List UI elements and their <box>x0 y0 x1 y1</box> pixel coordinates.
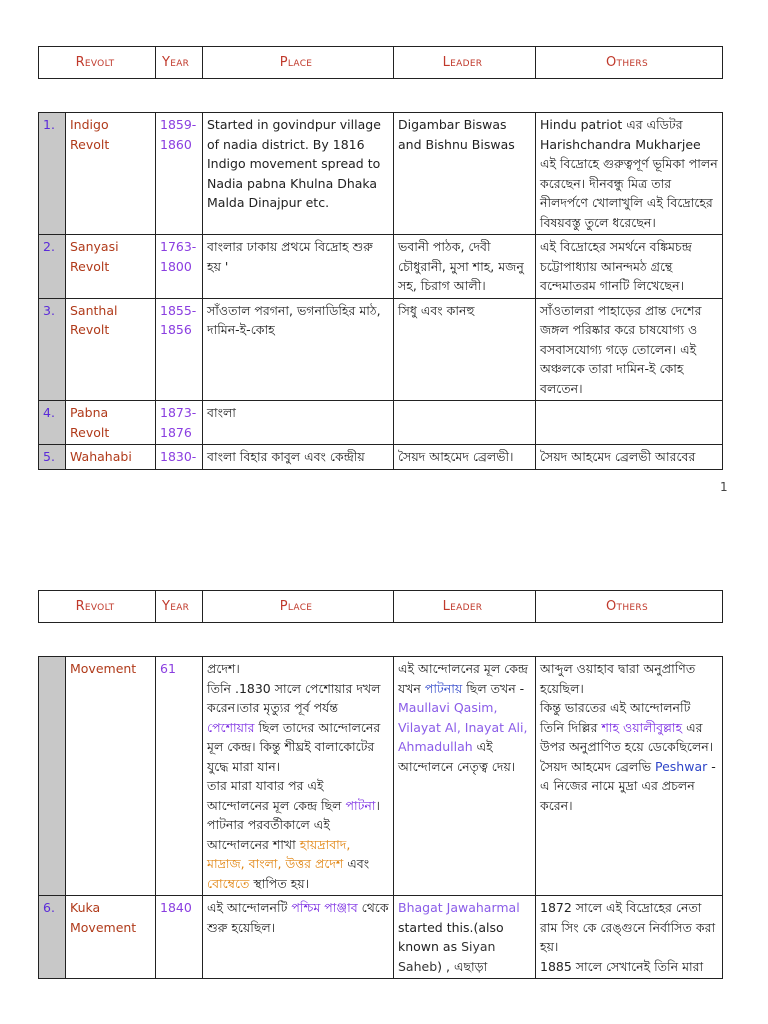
revolt-name: Kuka Movement <box>66 896 156 979</box>
text-span: - এ নিজের নামে মুদ্রা এর প্রচলন করেন। <box>540 758 716 813</box>
row-number: 1. <box>39 113 66 235</box>
text-span: পেশোয়ার <box>207 719 255 735</box>
header-leader: Leader <box>394 47 536 79</box>
text-span: পশ্চিম পাঞ্জাব <box>291 900 358 915</box>
revolt-others: সাঁওতালরা পাহাড়ের প্রান্ত দেশের জঙ্গল পরিষ্কার করে চাষযোগ্য ও বসবাসযোগ্য গড়ে তোলেন। এই অঞ্চলকে তারা দামিন-ই কোহ বলতেন। <box>536 298 723 401</box>
revolt-place: Started in govindpur village of nadia district. By 1816 Indigo movement spread to Nadia pabna Khulna Dhaka Malda Dinajpur etc. <box>203 113 394 235</box>
row-number: 2. <box>39 235 66 299</box>
revolt-leader <box>394 657 536 896</box>
text-span: পাটনা <box>345 797 376 813</box>
revolt-name: Movement <box>66 657 156 896</box>
text-span: থেকে শুরু হয়েছিল। <box>207 900 389 935</box>
page1-body-table <box>38 112 723 470</box>
row-number: 6. <box>39 896 66 979</box>
text-span: started this.(also known as <box>398 919 504 954</box>
page2-body-table <box>38 656 723 979</box>
revolt-year: 1873- 1876 <box>156 401 203 445</box>
table-row <box>39 113 723 235</box>
header-others: Others <box>536 591 723 623</box>
header-place: Place <box>203 47 394 79</box>
header-revolt: Revolt <box>39 47 156 79</box>
revolt-year: 1763- 1800 <box>156 235 203 299</box>
text-span: হায়দ্রাবাদ, মাদ্রাজ, বাংলা, উত্তর প্রদেশ <box>207 836 351 871</box>
revolt-leader: সিধু এবং কানহু <box>394 298 536 401</box>
text-span: Maullavi Qasim, Vilayat Al, Inayat Ali, Ahmadullah <box>398 700 528 754</box>
table-row <box>39 896 723 979</box>
revolt-leader <box>394 896 536 979</box>
revolt-year: 1840 <box>156 896 203 979</box>
text-span: । পাটনার পরবর্তীকালে এই আন্দোলনের শাখা <box>207 797 380 852</box>
page-number: 1 <box>720 480 728 494</box>
revolt-place <box>203 896 394 979</box>
revolt-year: 61 <box>156 657 203 896</box>
revolt-year: 1859- 1860 <box>156 113 203 235</box>
header-others: Others <box>536 47 723 79</box>
text-span: এবং <box>343 856 370 871</box>
text-span: প্রদেশ। তিনি .1830 সালে পেশোয়ার দখল করেন।তার মৃত্যুর পূর্ব পর্যন্ত <box>207 661 381 715</box>
revolt-others: সৈয়দ আহমেদ ব্রেলভী আরবের <box>536 445 723 470</box>
text-span: বোম্বেতে <box>207 875 250 891</box>
revolt-place <box>203 657 394 896</box>
revolt-others <box>536 657 723 896</box>
revolt-leader <box>394 401 536 445</box>
table-row <box>39 401 723 445</box>
header-leader: Leader <box>394 591 536 623</box>
text-span: এই আন্দোলনে নেতৃত্ব দেয়। <box>398 739 516 774</box>
row-number: 5. <box>39 445 66 470</box>
revolt-year: 1830- <box>156 445 203 470</box>
revolt-others: 1872 সালে এই বিদ্রোহের নেতা রাম সিং কে রেঙ্গুনে নির্বাসিত করা হয়। 1885 সালে সেখানেই তিনি মারা <box>536 896 723 979</box>
text-span: Bhagat Jawaharmal <box>398 900 520 915</box>
text-span: ছিল তখন - <box>462 680 525 696</box>
header-place: Place <box>203 591 394 623</box>
revolt-leader: ভবানী পাঠক, দেবী চৌধুরানী, মুসা শাহ, মজনু সহ, চিরাগ আলী। <box>394 235 536 299</box>
text-span: এই আন্দোলনটি <box>207 900 292 915</box>
revolt-leader: Digambar Biswas and Bishnu Biswas <box>394 113 536 235</box>
text-span: Siyan Saheb <box>398 939 496 974</box>
table-row <box>39 445 723 470</box>
text-span: ছিল তাদের আন্দোলনের মূল কেন্দ্র। কিন্তু শীঘ্রই বালাকোটের যুদ্ধে মারা যান। তার মারা যাবার পর এই আন্দোলনের মূল কেন্দ্র ছিল <box>207 719 381 813</box>
page2-header-table <box>38 590 723 623</box>
row-number <box>39 657 66 896</box>
text-span: এর উপর অনুপ্রাণিত হয়ে ডেকেছিলেন। সৈয়দ আহমেদ ব্রেলভি <box>540 719 714 774</box>
row-number: 4. <box>39 401 66 445</box>
revolt-name: Wahahabi <box>66 445 156 470</box>
revolt-others: Hindu patriot এর এডিটর Harishchandra Mukharjee এই বিদ্রোহে গুরুত্বপূর্ণ ভূমিকা পালন করেছেন। দীনবন্ধু মিত্র তার নীলদর্পণে খোলাখুলি এই বিদ্রোহের বিষয়বস্তু তুলে ধরেছেন। <box>536 113 723 235</box>
revolt-place: সাঁওতাল পরগনা, ভগনাডিহির মাঠ, দামিন-ই-কোহ <box>203 298 394 401</box>
text-span: ) , এছাড়া <box>437 958 488 974</box>
row-number: 3. <box>39 298 66 401</box>
text-span: আব্দুল ওয়াহাব দ্বারা অনুপ্রাণিত হয়েছিল। কিন্তু ভারতের এই আন্দোলনটি তিনি দিল্লির <box>540 661 696 735</box>
revolt-others: এই বিদ্রোহের সমর্থনে বঙ্কিমচন্দ্র চট্টোপাধ্যায় আনন্দমঠ গ্রন্থে বন্দেমাতরম গানটি লিখেছেন। <box>536 235 723 299</box>
revolt-name: Pabna Revolt <box>66 401 156 445</box>
revolt-leader: সৈয়দ আহমেদ ব্রেলভী। <box>394 445 536 470</box>
text-span: এই আন্দোলনের মূল কেন্দ্র যখন <box>398 661 529 696</box>
revolt-name: Sanyasi Revolt <box>66 235 156 299</box>
revolt-place: বাংলার ঢাকায় প্রথমে বিদ্রোহ শুরু হয় ' <box>203 235 394 299</box>
text-span: শাহ ওয়ালীবুল্লাহ <box>601 719 683 735</box>
revolt-name: Santhal Revolt <box>66 298 156 401</box>
header-year: Year <box>156 591 203 623</box>
revolt-place: বাংলা <box>203 401 394 445</box>
header-year: Year <box>156 47 203 79</box>
revolt-others <box>536 401 723 445</box>
header-revolt: Revolt <box>39 591 156 623</box>
table-row <box>39 657 723 896</box>
revolt-name: Indigo Revolt <box>66 113 156 235</box>
table-row <box>39 298 723 401</box>
revolt-place: বাংলা বিহার কাবুল এবং কেন্দ্রীয় <box>203 445 394 470</box>
table-row <box>39 235 723 299</box>
text-span: স্থাপিত হয়। <box>249 875 310 891</box>
page1-header-table <box>38 46 723 79</box>
text-span: পাটনায় <box>424 680 463 696</box>
revolt-year: 1855- 1856 <box>156 298 203 401</box>
text-span: Peshwar <box>655 758 708 774</box>
